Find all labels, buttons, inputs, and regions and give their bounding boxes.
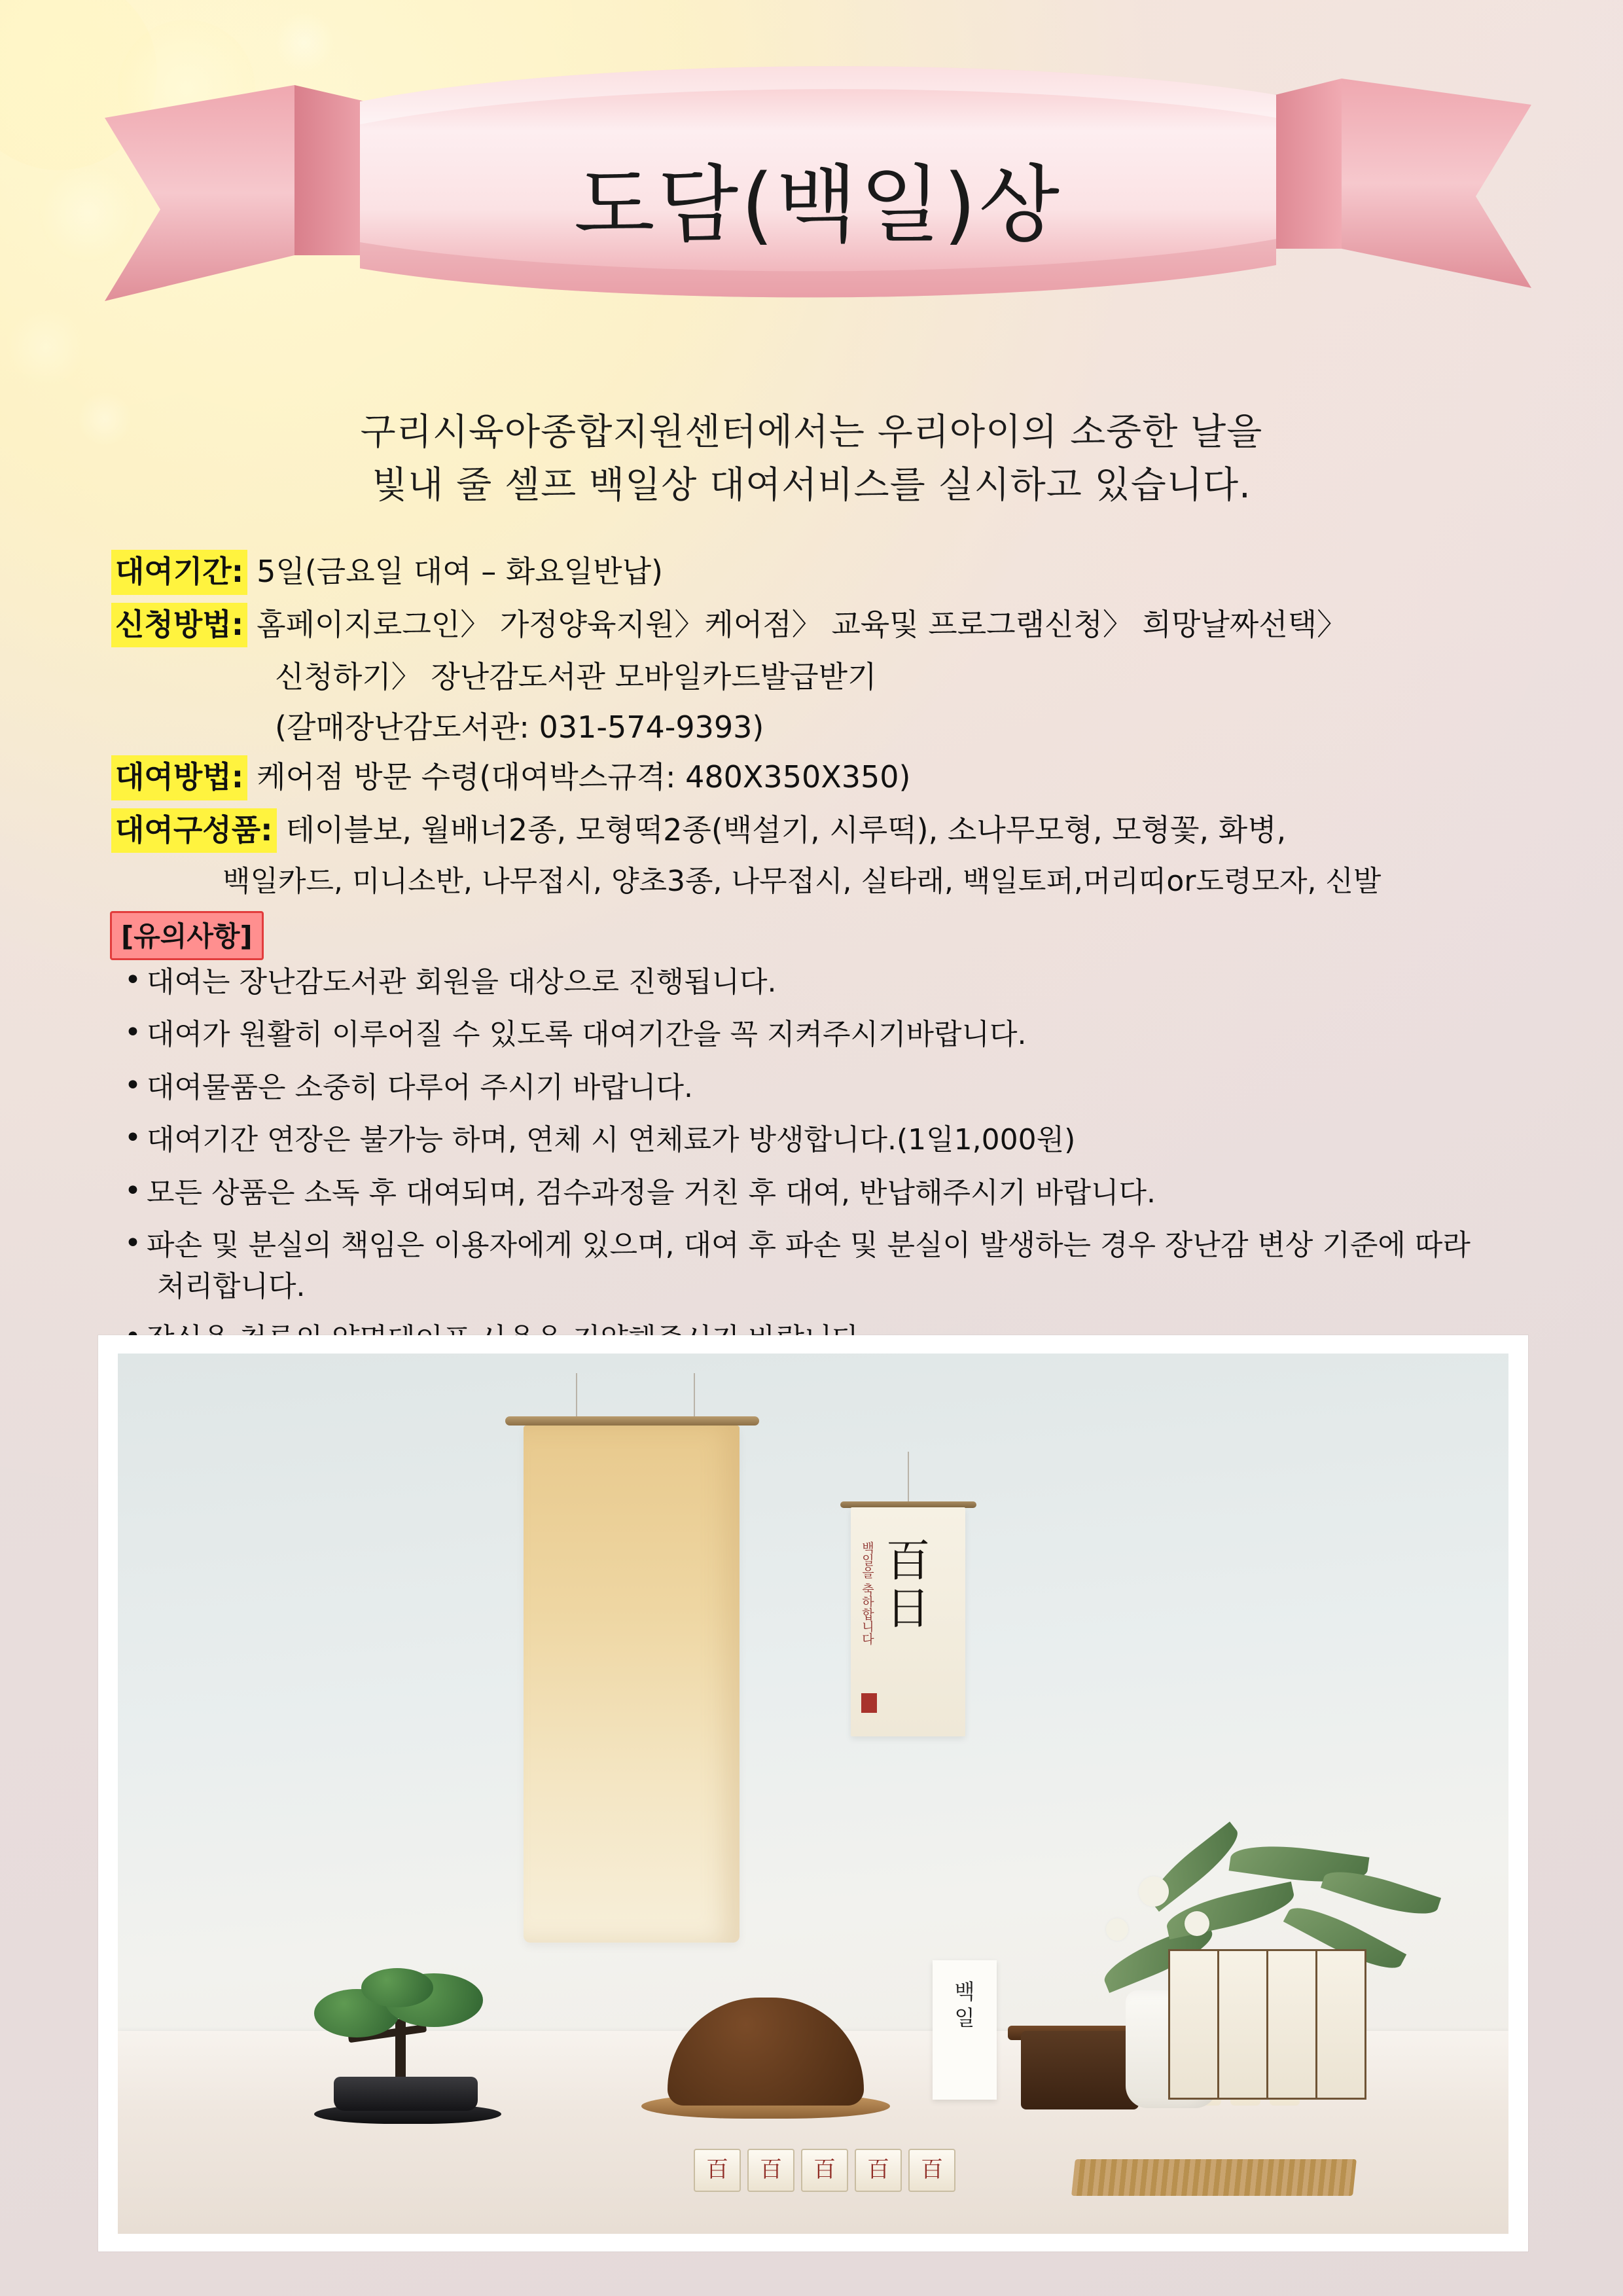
list-item [124, 1120, 1551, 1160]
bullet-icon: • [124, 1174, 141, 1208]
note-text: 대여물품은 소중히 다루어 주시기 바랍니다. [147, 1070, 694, 1104]
page-title: 도담(백일)상 [573, 156, 1063, 254]
note-text-main: 파손 및 분실의 책임은 이용자에게 있으며, 대여 후 파손 및 분실이 발생하는 경우 장난감 변상 기준에 따라 [147, 1229, 1471, 1263]
baekil-block: 百 [694, 2149, 741, 2192]
info-row-rental-period [111, 550, 1551, 595]
info-label: 대여방법: [111, 755, 247, 800]
baekil-table-photo [118, 1354, 1508, 2234]
cloth-hanging-string [576, 1373, 577, 1418]
info-value: 5일(금요일 대여 – 화요일반납) [257, 554, 663, 589]
intro-line-1: 구리시육아종합지원센터에서는 우리아이의 소중한 날을 [360, 411, 1263, 454]
wall-banner-cloth [524, 1426, 740, 1943]
intro-text [0, 406, 1623, 512]
baekil-block: 百 [747, 2149, 794, 2192]
info-label: 신청방법: [111, 603, 247, 648]
info-block [111, 550, 1551, 909]
baekil-block: 百 [801, 2149, 848, 2192]
note-text: 대여는 장난감도서관 회원을 대상으로 진행됩니다. [147, 965, 777, 999]
screen-panel [1217, 1949, 1268, 2100]
info-label: 대여구성품: [111, 808, 277, 853]
info-value: 신청하기〉 장난감도서관 모바일카드발급받기 [275, 659, 877, 695]
info-row-pickup-method [111, 755, 1551, 800]
info-row-apply-method-cont [111, 655, 1551, 698]
cloth-rod [505, 1416, 759, 1426]
folding-screen [1168, 1949, 1364, 2100]
plant-blossom [1139, 1876, 1169, 1907]
mini-table [1021, 2031, 1139, 2109]
note-text: 대여기간 연장은 불가능 하며, 연체 시 연체료가 방생합니다.(1일1,000원) [147, 1123, 1076, 1157]
title-ribbon-banner [98, 39, 1538, 393]
notes-heading-badge: [유의사항] [110, 911, 264, 960]
note-text: 모든 상품은 소독 후 대여되며, 검수과정을 거친 후 대여, 반납해주시기 바랍니다. [147, 1175, 1156, 1210]
photo-frame [98, 1335, 1528, 2251]
bullet-icon: • [124, 1121, 141, 1155]
plant-blossom [1185, 1911, 1209, 1936]
info-value: 홈페이지로그인〉 가정양육지원〉케어점〉 교육및 프로그램신청〉 희망날짜선택〉 [257, 606, 1347, 642]
info-row-library-phone [111, 706, 1551, 748]
list-item [124, 1225, 1551, 1307]
list-item [124, 1067, 1551, 1108]
bullet-icon: • [124, 963, 141, 997]
info-value: 케어점 방문 수령(대여박스규격: 480X350X350) [257, 759, 911, 795]
baekil-block: 百 [908, 2149, 955, 2192]
notes-list [124, 962, 1551, 1372]
bullet-icon: • [124, 1068, 141, 1102]
plant-blossom [1106, 1918, 1128, 1941]
info-label: 대여기간: [111, 550, 247, 595]
hang-banner-side-text: 백일을 축하합니다 [859, 1541, 874, 1645]
note-text-continued: 처리합니다. [157, 1269, 306, 1303]
hang-banner-seal-icon [861, 1693, 877, 1713]
note-text [147, 1225, 1551, 1307]
list-item [124, 1014, 1551, 1055]
info-value: 백일카드, 미니소반, 나무접시, 양초3종, 나무접시, 실타래, 백일토퍼,머리띠or도령모자, 신발 [223, 865, 1382, 899]
screen-panel [1266, 1949, 1317, 2100]
straw-mat [1071, 2159, 1357, 2196]
cloth-hanging-string [694, 1373, 695, 1418]
baekil-card: 백 일 [933, 1960, 997, 2100]
baekil-blocks [694, 2149, 955, 2192]
intro-line-2: 빛내 줄 셀프 백일상 대여서비스를 실시하고 있습니다. [372, 464, 1251, 507]
screen-panel [1168, 1949, 1219, 2100]
list-item [124, 962, 1551, 1003]
baekil-block: 百 [855, 2149, 902, 2192]
info-value: (갈매장난감도서관: 031-574-9393) [275, 709, 764, 745]
screen-panel [1315, 1949, 1366, 2100]
hang-banner-char: 百 日 [885, 1535, 931, 1636]
info-row-items-cont [111, 861, 1551, 901]
info-value: 테이블보, 월배너2종, 모형떡2종(백설기, 시루떡), 소나무모형, 모형꽃, 화병, [285, 812, 1287, 848]
hang-banner [851, 1507, 965, 1736]
rice-cake-mound [668, 1998, 864, 2106]
bullet-icon: • [124, 1016, 141, 1050]
bonsai-pot [334, 2077, 478, 2111]
bonsai-foliage [361, 1968, 433, 2007]
bokeh-decoration [7, 308, 85, 386]
bullet-icon: • [124, 1227, 141, 1261]
list-item [124, 1173, 1551, 1213]
info-row-items [111, 808, 1551, 853]
hang-banner-string [908, 1452, 909, 1504]
info-row-apply-method [111, 603, 1551, 648]
note-text: 대여가 원활히 이루어질 수 있도록 대여기간을 꼭 지켜주시기바랍니다. [147, 1018, 1027, 1052]
